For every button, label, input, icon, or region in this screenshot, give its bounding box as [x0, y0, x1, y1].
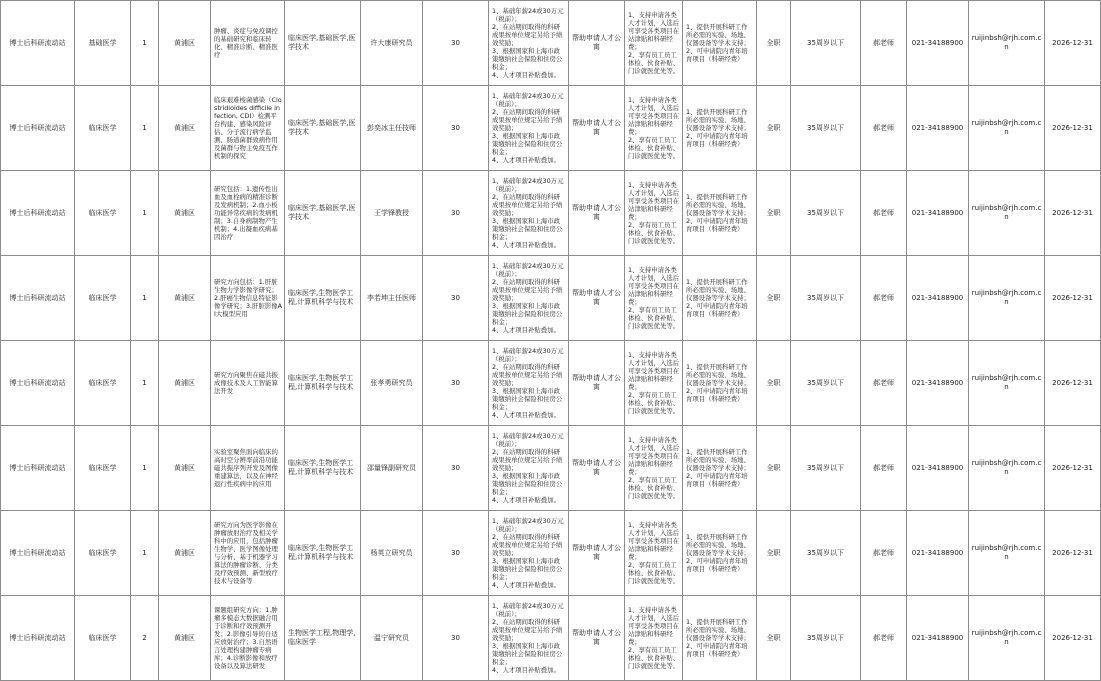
age-cell — [423, 426, 489, 511]
employment-type-cell-text: 全职 — [766, 463, 781, 472]
talent-cell-text: 1、支持申请各类人才计划，入选后可享受各类项目在站津贴和科研经费； 2、享有员工员工体检、伙食补贴、门诊就医优先等。 — [628, 605, 680, 671]
talent-cell — [625, 86, 683, 171]
subject-cell — [75, 426, 131, 511]
district-cell — [159, 426, 211, 511]
age-cell — [423, 341, 489, 426]
research-cell-text: 1、提供开展科研工作所必需的实验、场地、仪器设备等学术支持； 2、可申请院内青年培育项目（科研经费） — [686, 362, 750, 404]
age-cell-text: 30 — [451, 123, 460, 132]
employment-type-cell-text: 全职 — [766, 123, 781, 132]
count-cell-text: 1 — [142, 548, 147, 557]
email-cell-text: ruijinbsh@rjh.com.cn — [971, 544, 1042, 561]
employment-type-cell — [757, 171, 791, 256]
talent-cell — [625, 596, 683, 681]
age-limit-cell-text: 35周岁以下 — [807, 463, 844, 472]
salary-cell — [489, 341, 569, 426]
salary-cell-text: 1、基础年薪24或30万元（税前）； 2、在站期间取得的科研成果按单位规定另给予绩效奖励； 3、根据国家和上海市政策缴纳社会保险和住房公积金； 4、人才项目补贴叠加。 — [492, 6, 564, 80]
discipline-cell — [285, 256, 361, 341]
discipline-cell — [285, 596, 361, 681]
district-cell-text: 黄浦区 — [174, 293, 195, 302]
talent-cell — [625, 171, 683, 256]
employment-type-cell-text: 全职 — [766, 633, 781, 642]
age-cell-text: 30 — [451, 293, 460, 302]
direction-cell-text: 研究方向为医学影像在肿瘤放射治疗及相关学科中的应用，包括肿瘤生物学、医学图像处理与分析、基于机器学习算法的肿瘤诊断、分类及疗效预测、新型放疗技术与设备等 — [214, 520, 278, 586]
salary-cell — [489, 1, 569, 86]
age-limit-cell-text: 35周岁以下 — [807, 548, 844, 557]
age-limit-cell — [791, 426, 861, 511]
deadline-cell-text: 2026-12-31 — [1052, 633, 1093, 642]
research-cell — [683, 86, 757, 171]
station-cell — [1, 596, 75, 681]
age-limit-cell — [791, 511, 861, 596]
research-cell-text: 1、提供开展科研工作所必需的实验、场地、仪器设备等学术支持； 2、可申请院内青年培育项目（科研经费） — [686, 277, 750, 319]
station-cell — [1, 1, 75, 86]
discipline-cell-text: 临床医学,基础医学,医学技术 — [288, 34, 356, 51]
salary-cell — [489, 86, 569, 171]
talent-cell — [625, 1, 683, 86]
table-row — [1, 596, 1101, 681]
station-cell-text: 博士后科研流动站 — [9, 378, 66, 387]
email-cell-text: ruijinbsh@rjh.com.cn — [971, 204, 1042, 221]
mentor-cell — [361, 86, 423, 171]
email-cell — [969, 86, 1045, 171]
contact-cell-text: 郝老师 — [873, 123, 894, 132]
contact-cell-text: 郝老师 — [873, 633, 894, 642]
talent-cell-text: 1、支持申请各类人才计划，入选后可享受各类项目在站津贴和科研经费； 2、享有员工员工体检、伙食补贴、门诊就医优先等。 — [628, 350, 680, 416]
mentor-cell — [361, 596, 423, 681]
discipline-cell-text: 临床医学,生物医学工程,计算机科学与技术 — [288, 544, 354, 561]
mentor-cell-text: 许大康研究员 — [370, 38, 413, 47]
age-cell-text: 30 — [451, 463, 460, 472]
direction-cell — [211, 1, 285, 86]
age-cell-text: 30 — [451, 548, 460, 557]
email-cell-text: ruijinbsh@rjh.com.cn — [971, 289, 1042, 306]
phone-cell-text: 021-34188900 — [911, 293, 964, 302]
email-cell — [969, 171, 1045, 256]
talent-cell — [625, 341, 683, 426]
salary-cell-text: 1、基础年薪24或30万元（税前）； 2、在站期间取得的科研成果按单位规定另给予绩效奖励； 3、根据国家和上海市政策缴纳社会保险和住房公积金； 4、人才项目补贴叠加。 — [492, 431, 564, 505]
direction-cell-text: 研究方向包括：1.肝脏生物力学影像学研究；2.肝癌生物信息特征影像学研究；3.肝脏影像AI大模型应用 — [214, 277, 282, 319]
district-cell — [159, 596, 211, 681]
employment-type-cell-text: 全职 — [766, 38, 781, 47]
direction-cell-text: 临床艰难梭菌感染（Clostridioides difficile infection, CDI）检测平台构建、感染风险评估、分子流行病学监测、肠道菌群致病作用及菌群与物主免疫互作机制的探究 — [214, 95, 282, 161]
count-cell — [131, 171, 159, 256]
salary-cell-text: 1、基础年薪24或30万元（税前）； 2、在站期间取得的科研成果按单位规定另给予绩效奖励； 3、根据国家和上海市政策缴纳社会保险和住房公积金； 4、人才项目补贴叠加。 — [492, 176, 564, 250]
count-cell-text: 1 — [142, 293, 147, 302]
discipline-cell — [285, 171, 361, 256]
phone-cell — [907, 596, 969, 681]
discipline-cell-text: 临床医学,基础医学,医学技术 — [288, 204, 356, 221]
deadline-cell-text: 2026-12-31 — [1052, 378, 1093, 387]
count-cell-text: 1 — [142, 208, 147, 217]
phone-cell — [907, 426, 969, 511]
age-limit-cell-text: 35周岁以下 — [807, 208, 844, 217]
contact-cell — [861, 341, 907, 426]
contact-cell — [861, 1, 907, 86]
employment-type-cell — [757, 256, 791, 341]
phone-cell-text: 021-34188900 — [911, 548, 964, 557]
research-cell — [683, 341, 757, 426]
contact-cell-text: 郝老师 — [873, 38, 894, 47]
district-cell-text: 黄浦区 — [174, 378, 195, 387]
subject-cell — [75, 86, 131, 171]
employment-type-cell — [757, 86, 791, 171]
talent-cell-text: 1、支持申请各类人才计划，入选后可享受各类项目在站津贴和科研经费； 2、享有员工员工体检、伙食补贴、门诊就医优先等。 — [628, 265, 680, 331]
station-cell — [1, 341, 75, 426]
district-cell-text: 黄浦区 — [174, 208, 195, 217]
age-limit-cell-text: 35周岁以下 — [807, 38, 844, 47]
email-cell — [969, 256, 1045, 341]
contact-cell — [861, 511, 907, 596]
station-cell — [1, 86, 75, 171]
salary-cell — [489, 511, 569, 596]
phone-cell — [907, 1, 969, 86]
discipline-cell-text: 临床医学,生物医学工程,计算机科学与技术 — [288, 289, 354, 306]
phone-cell — [907, 256, 969, 341]
mentor-cell — [361, 256, 423, 341]
mentor-cell-text: 王学锋教授 — [374, 208, 409, 217]
age-limit-cell-text: 35周岁以下 — [807, 378, 844, 387]
direction-cell — [211, 426, 285, 511]
table-row — [1, 426, 1101, 511]
housing-cell — [569, 1, 625, 86]
district-cell — [159, 1, 211, 86]
age-cell — [423, 596, 489, 681]
subject-cell-text: 临床医学 — [88, 378, 117, 387]
email-cell-text: ruijinbsh@rjh.com.cn — [971, 629, 1042, 646]
station-cell-text: 博士后科研流动站 — [9, 208, 66, 217]
age-limit-cell — [791, 256, 861, 341]
phone-cell — [907, 341, 969, 426]
deadline-cell — [1045, 596, 1101, 681]
phone-cell — [907, 511, 969, 596]
mentor-cell-text: 张孝勇研究员 — [370, 378, 413, 387]
housing-cell-text: 帮助申请人才公寓 — [572, 374, 621, 391]
subject-cell — [75, 596, 131, 681]
count-cell-text: 1 — [142, 123, 147, 132]
direction-cell — [211, 171, 285, 256]
housing-cell — [569, 341, 625, 426]
housing-cell-text: 帮助申请人才公寓 — [572, 204, 621, 221]
count-cell-text: 1 — [142, 378, 147, 387]
employment-type-cell — [757, 426, 791, 511]
table-row — [1, 86, 1101, 171]
discipline-cell-text: 临床医学,生物医学工程,计算机科学与技术 — [288, 459, 354, 476]
email-cell — [969, 426, 1045, 511]
count-cell — [131, 426, 159, 511]
direction-cell — [211, 341, 285, 426]
age-limit-cell — [791, 171, 861, 256]
table-row — [1, 1, 1101, 86]
direction-cell — [211, 511, 285, 596]
contact-cell — [861, 86, 907, 171]
district-cell — [159, 256, 211, 341]
discipline-cell — [285, 86, 361, 171]
discipline-cell-text: 临床医学,基础医学,医学技术 — [288, 119, 356, 136]
contact-cell — [861, 426, 907, 511]
housing-cell — [569, 256, 625, 341]
subject-cell — [75, 511, 131, 596]
direction-cell-text: 课题组研究方向：1.肿瘤多模态大数据融合用于诊断和疗效预测开发；2.影像引导的自适应放射治疗；3.自然语言处理构建肿瘤专病库；4.诊断影像和放疗设备以及算法研发 — [214, 605, 278, 671]
subject-cell — [75, 171, 131, 256]
count-cell — [131, 341, 159, 426]
employment-type-cell — [757, 1, 791, 86]
station-cell — [1, 426, 75, 511]
contact-cell-text: 郝老师 — [873, 208, 894, 217]
mentor-cell-text: 邵量锋副研究员 — [367, 463, 416, 472]
subject-cell — [75, 1, 131, 86]
employment-type-cell-text: 全职 — [766, 208, 781, 217]
contact-cell-text: 郝老师 — [873, 378, 894, 387]
salary-cell-text: 1、基础年薪24或30万元（税前）； 2、在站期间取得的科研成果按单位规定另给予绩效奖励； 3、根据国家和上海市政策缴纳社会保险和住房公积金； 4、人才项目补贴叠加。 — [492, 516, 564, 590]
count-cell — [131, 256, 159, 341]
district-cell-text: 黄浦区 — [174, 463, 195, 472]
salary-cell-text: 1、基础年薪24或30万元（税前）； 2、在站期间取得的科研成果按单位规定另给予绩效奖励； 3、根据国家和上海市政策缴纳社会保险和住房公积金； 4、人才项目补贴叠加。 — [492, 601, 564, 675]
deadline-cell-text: 2026-12-31 — [1052, 208, 1093, 217]
subject-cell-text: 临床医学 — [88, 293, 117, 302]
count-cell-text: 2 — [142, 633, 147, 642]
age-cell — [423, 1, 489, 86]
employment-type-cell — [757, 596, 791, 681]
contact-cell-text: 郝老师 — [873, 463, 894, 472]
deadline-cell — [1045, 341, 1101, 426]
discipline-cell — [285, 341, 361, 426]
discipline-cell — [285, 1, 361, 86]
employment-type-cell — [757, 341, 791, 426]
station-cell-text: 博士后科研流动站 — [9, 548, 66, 557]
deadline-cell-text: 2026-12-31 — [1052, 38, 1093, 47]
phone-cell — [907, 86, 969, 171]
phone-cell — [907, 171, 969, 256]
talent-cell-text: 1、支持申请各类人才计划，入选后可享受各类项目在站津贴和科研经费； 2、享有员工员工体检、伙食补贴、门诊就医优先等。 — [628, 520, 680, 586]
deadline-cell-text: 2026-12-31 — [1052, 463, 1093, 472]
research-cell — [683, 596, 757, 681]
direction-cell-text: 研究方向聚焦在磁共振成像技术及人工智能算法开发 — [214, 370, 278, 396]
housing-cell-text: 帮助申请人才公寓 — [572, 119, 621, 136]
research-cell — [683, 256, 757, 341]
contact-cell-text: 郝老师 — [873, 548, 894, 557]
station-cell — [1, 256, 75, 341]
phone-cell-text: 021-34188900 — [911, 463, 964, 472]
district-cell — [159, 511, 211, 596]
table-row — [1, 256, 1101, 341]
research-cell — [683, 1, 757, 86]
talent-cell-text: 1、支持申请各类人才计划，入选后可享受各类项目在站津贴和科研经费； 2、享有员工员工体检、伙食补贴、门诊就医优先等。 — [628, 95, 680, 161]
email-cell-text: ruijinbsh@rjh.com.cn — [971, 34, 1042, 51]
district-cell-text: 黄浦区 — [174, 548, 195, 557]
mentor-cell — [361, 511, 423, 596]
subject-cell-text: 临床医学 — [88, 463, 117, 472]
phone-cell-text: 021-34188900 — [911, 633, 964, 642]
employment-type-cell-text: 全职 — [766, 378, 781, 387]
district-cell-text: 黄浦区 — [174, 633, 195, 642]
deadline-cell — [1045, 511, 1101, 596]
age-limit-cell-text: 35周岁以下 — [807, 633, 844, 642]
phone-cell-text: 021-34188900 — [911, 208, 964, 217]
salary-cell — [489, 596, 569, 681]
email-cell-text: ruijinbsh@rjh.com.cn — [971, 459, 1042, 476]
discipline-cell-text: 生物医学工程,物理学,临床医学 — [288, 629, 356, 646]
mentor-cell — [361, 171, 423, 256]
contact-cell — [861, 171, 907, 256]
mentor-cell-text: 李若坤主任医师 — [367, 293, 416, 302]
age-limit-cell — [791, 1, 861, 86]
housing-cell-text: 帮助申请人才公寓 — [572, 629, 621, 646]
mentor-cell — [361, 1, 423, 86]
direction-cell — [211, 86, 285, 171]
research-cell-text: 1、提供开展科研工作所必需的实验、场地、仪器设备等学术支持； 2、可申请院内青年培育项目（科研经费） — [686, 192, 750, 234]
housing-cell — [569, 171, 625, 256]
station-cell-text: 博士后科研流动站 — [9, 293, 66, 302]
age-limit-cell — [791, 596, 861, 681]
email-cell — [969, 511, 1045, 596]
email-cell-text: ruijinbsh@rjh.com.cn — [971, 374, 1042, 391]
research-cell-text: 1、提供开展科研工作所必需的实验、场地、仪器设备等学术支持； 2、可申请院内青年培育项目（科研经费） — [686, 532, 750, 574]
station-cell-text: 博士后科研流动站 — [9, 463, 66, 472]
age-limit-cell-text: 35周岁以下 — [807, 293, 844, 302]
salary-cell — [489, 426, 569, 511]
deadline-cell — [1045, 256, 1101, 341]
phone-cell-text: 021-34188900 — [911, 378, 964, 387]
talent-cell — [625, 426, 683, 511]
age-cell-text: 30 — [451, 208, 460, 217]
table-row — [1, 511, 1101, 596]
housing-cell — [569, 511, 625, 596]
age-cell-text: 30 — [451, 38, 460, 47]
email-cell-text: ruijinbsh@rjh.com.cn — [971, 119, 1042, 136]
deadline-cell — [1045, 86, 1101, 171]
salary-cell-text: 1、基础年薪24或30万元（税前）； 2、在站期间取得的科研成果按单位规定另给予绩效奖励； 3、根据国家和上海市政策缴纳社会保险和住房公积金； 4、人才项目补贴叠加。 — [492, 346, 564, 420]
mentor-cell — [361, 341, 423, 426]
email-cell — [969, 341, 1045, 426]
housing-cell-text: 帮助申请人才公寓 — [572, 544, 621, 561]
subject-cell-text: 临床医学 — [88, 208, 117, 217]
discipline-cell — [285, 511, 361, 596]
mentor-cell-text: 杨英立研究员 — [370, 548, 413, 557]
discipline-cell — [285, 426, 361, 511]
age-cell-text: 30 — [451, 378, 460, 387]
research-cell — [683, 171, 757, 256]
age-cell-text: 30 — [451, 633, 460, 642]
age-cell — [423, 171, 489, 256]
direction-cell — [211, 596, 285, 681]
direction-cell — [211, 256, 285, 341]
housing-cell — [569, 596, 625, 681]
housing-cell — [569, 426, 625, 511]
station-cell-text: 博士后科研流动站 — [9, 38, 66, 47]
research-cell — [683, 426, 757, 511]
subject-cell-text: 临床医学 — [88, 548, 117, 557]
salary-cell — [489, 171, 569, 256]
direction-cell-text: 肿瘤、炎症与免疫调控的基础研究和临床转化、精准诊断、精准医疗 — [214, 26, 278, 60]
deadline-cell-text: 2026-12-31 — [1052, 123, 1093, 132]
housing-cell-text: 帮助申请人才公寓 — [572, 289, 621, 306]
mentor-cell-text: 彭奕冰主任技师 — [367, 123, 416, 132]
count-cell-text: 1 — [142, 463, 147, 472]
subject-cell — [75, 341, 131, 426]
count-cell — [131, 511, 159, 596]
deadline-cell — [1045, 171, 1101, 256]
housing-cell-text: 帮助申请人才公寓 — [572, 459, 621, 476]
housing-cell — [569, 86, 625, 171]
table-row — [1, 171, 1101, 256]
subject-cell — [75, 256, 131, 341]
email-cell — [969, 596, 1045, 681]
talent-cell — [625, 256, 683, 341]
talent-cell-text: 1、支持申请各类人才计划，入选后可享受各类项目在站津贴和科研经费； 2、享有员工员工体检、伙食补贴、门诊就医优先等。 — [628, 435, 680, 501]
phone-cell-text: 021-34188900 — [911, 38, 964, 47]
contact-cell — [861, 256, 907, 341]
age-cell — [423, 86, 489, 171]
age-limit-cell — [791, 86, 861, 171]
mentor-cell — [361, 426, 423, 511]
age-limit-cell-text: 35周岁以下 — [807, 123, 844, 132]
count-cell — [131, 1, 159, 86]
district-cell — [159, 171, 211, 256]
subject-cell-text: 基础医学 — [88, 38, 117, 47]
district-cell — [159, 341, 211, 426]
district-cell — [159, 86, 211, 171]
housing-cell-text: 帮助申请人才公寓 — [572, 34, 621, 51]
employment-type-cell-text: 全职 — [766, 293, 781, 302]
deadline-cell — [1045, 426, 1101, 511]
research-cell — [683, 511, 757, 596]
salary-cell — [489, 256, 569, 341]
station-cell — [1, 171, 75, 256]
station-cell — [1, 511, 75, 596]
salary-cell-text: 1、基础年薪24或30万元（税前）； 2、在站期间取得的科研成果按单位规定另给予绩效奖励； 3、根据国家和上海市政策缴纳社会保险和住房公积金； 4、人才项目补贴叠加。 — [492, 91, 564, 165]
district-cell-text: 黄浦区 — [174, 123, 195, 132]
contact-cell — [861, 596, 907, 681]
table-row — [1, 341, 1101, 426]
station-cell-text: 博士后科研流动站 — [9, 123, 66, 132]
salary-cell-text: 1、基础年薪24或30万元（税前）； 2、在站期间取得的科研成果按单位规定另给予绩效奖励； 3、根据国家和上海市政策缴纳社会保险和住房公积金； 4、人才项目补贴叠加。 — [492, 261, 564, 335]
email-cell — [969, 1, 1045, 86]
employment-type-cell-text: 全职 — [766, 548, 781, 557]
count-cell — [131, 596, 159, 681]
deadline-cell-text: 2026-12-31 — [1052, 548, 1093, 557]
talent-cell-text: 1、支持申请各类人才计划，入选后可享受各类项目在站津贴和科研经费； 2、享有员工员工体检、伙食补贴、门诊就医优先等。 — [628, 180, 680, 246]
subject-cell-text: 临床医学 — [88, 633, 117, 642]
district-cell-text: 黄浦区 — [174, 38, 195, 47]
research-cell-text: 1、提供开展科研工作所必需的实验、场地、仪器设备等学术支持； 2、可申请院内青年培育项目（科研经费） — [686, 22, 750, 64]
employment-type-cell — [757, 511, 791, 596]
station-cell-text: 博士后科研流动站 — [9, 633, 66, 642]
deadline-cell-text: 2026-12-31 — [1052, 293, 1093, 302]
phone-cell-text: 021-34188900 — [911, 123, 964, 132]
mentor-cell-text: 温宁研究员 — [374, 633, 409, 642]
count-cell-text: 1 — [142, 38, 147, 47]
research-cell-text: 1、提供开展科研工作所必需的实验、场地、仪器设备等学术支持； 2、可申请院内青年培育项目（科研经费） — [686, 107, 750, 149]
deadline-cell — [1045, 1, 1101, 86]
direction-cell-text: 实验室聚焦面向临床的高时空分辨率前沿功能磁共振序列开发及图像重建算法，以及在神经退行性疾病中的应用 — [214, 447, 278, 489]
age-cell — [423, 511, 489, 596]
table-body — [1, 1, 1101, 681]
talent-cell-text: 1、支持申请各类人才计划，入选后可享受各类项目在站津贴和科研经费； 2、享有员工员工体检、伙食补贴、门诊就医优先等。 — [628, 10, 680, 76]
talent-cell — [625, 511, 683, 596]
count-cell — [131, 86, 159, 171]
research-cell-text: 1、提供开展科研工作所必需的实验、场地、仪器设备等学术支持； 2、可申请院内青年培育项目（科研经费） — [686, 617, 750, 659]
age-cell — [423, 256, 489, 341]
subject-cell-text: 临床医学 — [88, 123, 117, 132]
age-limit-cell — [791, 341, 861, 426]
direction-cell-text: 研究包括：1.遗传性出血及血栓病的精准诊断及发病机制；2.血小板功能异常疾病的发病机制；3.自身病制物产生机制；4.出凝血疾病基因治疗 — [214, 184, 278, 242]
research-cell-text: 1、提供开展科研工作所必需的实验、场地、仪器设备等学术支持； 2、可申请院内青年培育项目（科研经费） — [686, 447, 750, 489]
contact-cell-text: 郝老师 — [873, 293, 894, 302]
discipline-cell-text: 临床医学,生物医学工程,计算机科学与技术 — [288, 374, 354, 391]
